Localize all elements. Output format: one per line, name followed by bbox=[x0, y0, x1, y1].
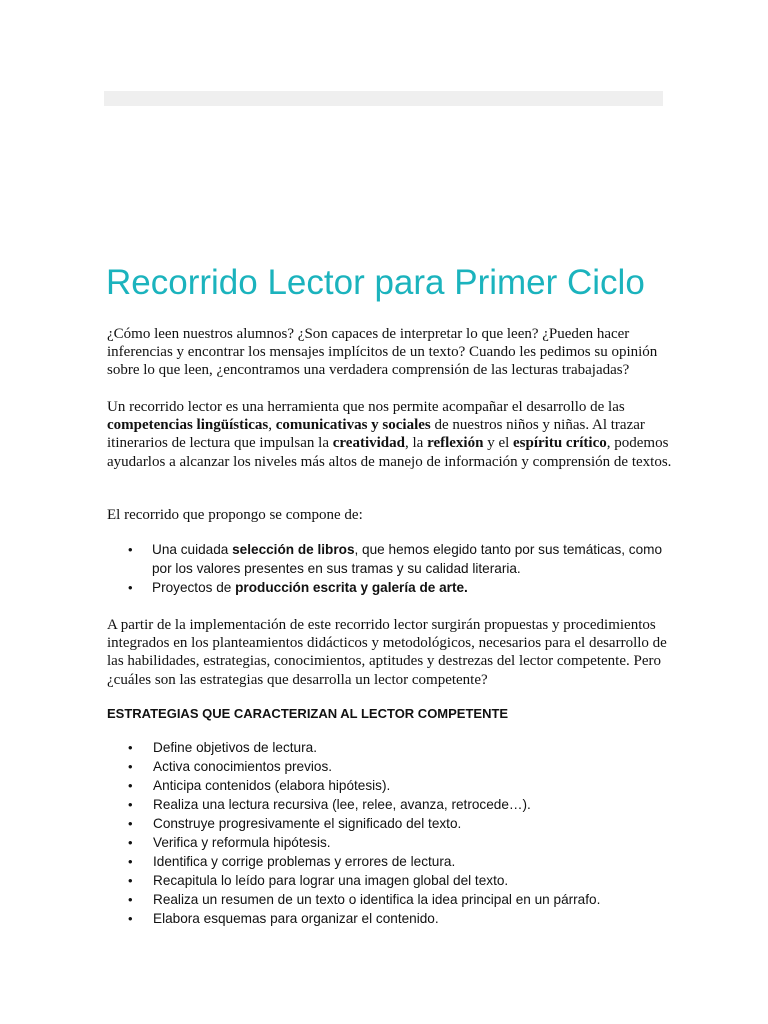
item-text: Construye progresivamente el significado del texto. bbox=[153, 816, 462, 831]
list-item bbox=[107, 757, 667, 776]
page-title: Recorrido Lector para Primer Ciclo bbox=[106, 263, 645, 302]
bold-run: espíritu crítico bbox=[513, 435, 607, 452]
components-list bbox=[107, 540, 667, 597]
bullet-icon: • bbox=[128, 778, 133, 793]
list-item bbox=[107, 578, 667, 597]
text-run: y el bbox=[483, 435, 514, 452]
item-text: Elabora esquemas para organizar el contenido. bbox=[153, 911, 439, 926]
strategies-heading: ESTRATEGIAS QUE CARACTERIZAN AL LECTOR COMPETENTE bbox=[107, 706, 509, 721]
strategies-intro-paragraph: A partir de la implementación de este recorrido lector surgirán propuestas y procedimientos integrados en los planteamientos didácticos y metodológicos, necesarios para el desarrollo de las habilidades, estrategias, conocimientos, aptitudes y destrezas del lector competente. Pero ¿cuáles son las estrategias que desarrolla un lector competente? bbox=[107, 617, 667, 688]
list-item bbox=[107, 814, 667, 833]
bullet-icon: • bbox=[128, 797, 133, 812]
item-text: Identifica y corrige problemas y errores de lectura. bbox=[153, 854, 456, 869]
bullet-icon: • bbox=[128, 740, 133, 755]
item-text: Proyectos de bbox=[152, 580, 236, 595]
list-item bbox=[107, 852, 667, 871]
item-text: Realiza un resumen de un texto o identifica la idea principal en un párrafo. bbox=[153, 892, 601, 907]
item-text: , que hemos elegido tanto por sus temáticas, como por los valores presentes en sus tramas y su calidad literaria. bbox=[152, 542, 663, 576]
bullet-icon: • bbox=[128, 892, 133, 907]
list-item bbox=[107, 540, 667, 578]
bullet-icon: • bbox=[128, 911, 133, 926]
bold-run: comunicativas y sociales bbox=[275, 417, 431, 434]
bullet-icon: • bbox=[128, 835, 133, 850]
bullet-icon: • bbox=[128, 854, 133, 869]
bullet-icon: • bbox=[128, 873, 133, 888]
bullet-icon: • bbox=[128, 580, 133, 595]
list-item bbox=[107, 909, 667, 928]
list-item bbox=[107, 871, 667, 890]
item-bold: selección de libros bbox=[232, 542, 355, 557]
list-item bbox=[107, 833, 667, 852]
item-text: Una cuidada bbox=[152, 542, 233, 557]
list-item bbox=[107, 795, 667, 814]
item-text: Verifica y reformula hipótesis. bbox=[153, 835, 331, 850]
item-text: Recapitula lo leído para lograr una imagen global del texto. bbox=[153, 873, 509, 888]
header-bar bbox=[104, 91, 663, 106]
text-run: de nuestros niños y niñas. Al trazar itinerarios de lectura que impulsan la bbox=[107, 417, 645, 452]
intro-paragraph: ¿Cómo leen nuestros alumnos? ¿Son capaces de interpretar lo que leen? ¿Pueden hacer inferencias y encontrar los mensajes implícitos de un texto? Cuando les pedimos su opinión sobre lo que leen, ¿encontramos una verdadera comprensión de las lecturas trabajadas? bbox=[107, 326, 658, 379]
item-text: Realiza una lectura recursiva (lee, relee, avanza, retrocede…). bbox=[153, 797, 531, 812]
item-text: Define objetivos de lectura. bbox=[153, 740, 317, 755]
item-text: Anticipa contenidos (elabora hipótesis). bbox=[153, 778, 391, 793]
description-paragraph bbox=[107, 398, 672, 471]
components-intro: El recorrido que propongo se compone de: bbox=[107, 507, 363, 523]
text-run: , la bbox=[404, 435, 428, 452]
strategies-list bbox=[107, 738, 667, 928]
list-item bbox=[107, 776, 667, 795]
list-item bbox=[107, 738, 667, 757]
bullet-icon: • bbox=[128, 816, 133, 831]
bold-run: competencias lingüísticas bbox=[107, 417, 269, 434]
bullet-icon: • bbox=[128, 759, 133, 774]
text-run: Un recorrido lector es una herramienta que nos permite acompañar el desarrollo de las bbox=[107, 399, 625, 415]
bold-run: reflexión bbox=[427, 435, 484, 452]
item-text: Activa conocimientos previos. bbox=[153, 759, 333, 774]
item-bold: producción escrita y galería de arte. bbox=[235, 580, 468, 595]
bullet-icon: • bbox=[128, 542, 133, 557]
bold-run: creatividad bbox=[332, 435, 405, 452]
text-run: , bbox=[268, 417, 276, 434]
list-item bbox=[107, 890, 667, 909]
text-run: , podemos ayudarlos a alcanzar los niveles más altos de manejo de información y comprensión de textos. bbox=[107, 435, 672, 470]
